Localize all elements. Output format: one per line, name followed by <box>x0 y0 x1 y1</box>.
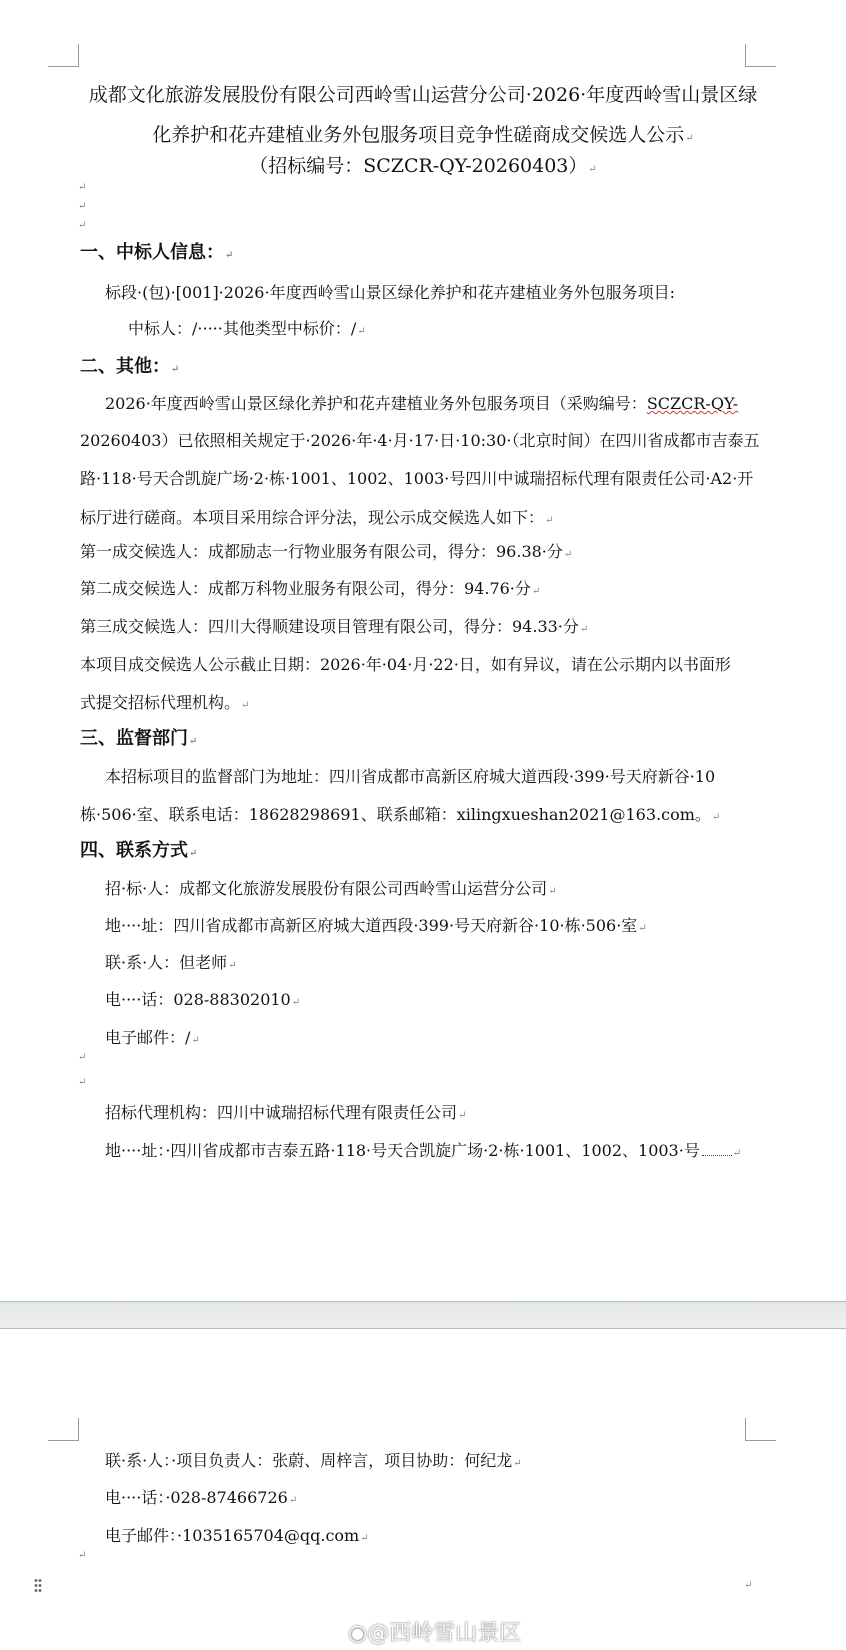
body-text: 标厅进行磋商。本项目采用综合评分法，现公示成交候选人如下： ↵ <box>80 508 553 531</box>
body-text: 2026·年度西岭雪山景区绿化养护和花卉建植业务外包服务项目（采购编号：SCZCR-QY- <box>105 394 739 413</box>
page-break-gap <box>0 1301 846 1329</box>
page-corner-mark <box>745 44 776 67</box>
tenderer-phone: 电····话：028-88302010 ↵ <box>105 990 300 1013</box>
page-corner-mark <box>48 44 79 67</box>
section-heading-supervision: 三、监督部门 ↵ <box>80 729 197 752</box>
weibo-logo-icon: ◉ <box>348 1621 368 1646</box>
doc-title-line: 成都文化旅游发展股份有限公司西岭雪山运营分公司·2026·年度西岭雪山景区绿 <box>88 84 758 106</box>
winner-text: 中标人：/·····其他类型中标价：/ ↵ <box>128 319 366 342</box>
paragraph-mark: ↵ <box>78 201 87 212</box>
candidate-3: 第三成交候选人：四川大得顺建设项目管理有限公司，得分：94.33·分 ↵ <box>80 617 588 640</box>
supervision-text: 本招标项目的监督部门为地址：四川省成都市高新区府城大道西段·399·号天府新谷·10 <box>105 767 716 786</box>
doc-tender-number: （招标编号：SCZCR-QY-20260403） ↵ <box>0 154 846 182</box>
paragraph-mark: ↵ <box>78 1077 87 1088</box>
agency-email: 电子邮件：·1035165704@qq.com ↵ <box>105 1526 369 1549</box>
paragraph-mark: ↵ <box>78 1052 87 1063</box>
page-corner-mark <box>745 1418 776 1441</box>
agency-contact: 联·系·人：·项目负责人：张蔚、周梓言，项目协助：何纪龙 ↵ <box>105 1451 522 1474</box>
tenderer-contact: 联·系·人：但老师 ↵ <box>105 953 237 976</box>
agency-phone: 电····话：·028-87466726 ↵ <box>105 1488 297 1511</box>
section-heading-other: 二、其他： ↵ <box>80 357 179 380</box>
weibo-watermark: ◉@西岭雪山景区 <box>348 1621 522 1646</box>
doc-title-line: 化养护和花卉建植业务外包服务项目竞争性磋商成交候选人公示 ↵ <box>0 123 846 151</box>
candidate-2: 第二成交候选人：成都万科物业服务有限公司，得分：94.76·分 ↵ <box>80 579 540 602</box>
deadline-text: 本项目成交候选人公示截止日期：2026·年·04·月·22·日，如有异议，请在公示期内以书面形 <box>80 655 731 674</box>
body-text: 路·118·号天合凯旋广场·2·栋·1001、1002、1003·号四川中诚瑞招标代理有限责任公司·A2·开 <box>80 469 754 488</box>
tenderer-email: 电子邮件：/ ↵ <box>105 1028 200 1051</box>
deadline-text: 式提交招标代理机构。 ↵ <box>80 693 249 716</box>
section-heading-contact: 四、联系方式 ↵ <box>80 841 197 864</box>
paragraph-mark: ↵ <box>78 1550 87 1561</box>
lot-text: 标段·(包)·[001]·2026·年度西岭雪山景区绿化养护和花卉建植业务外包服务项目: <box>105 283 675 302</box>
tenderer-address: 地····址：四川省成都市高新区府城大道西段·399·号天府新谷·10·栋·506·室 ↵ <box>105 916 647 939</box>
page-corner-mark <box>48 1418 79 1441</box>
section-heading-winner: 一、中标人信息： ↵ <box>80 243 233 266</box>
paragraph-mark: ↵ <box>744 1580 753 1591</box>
agency-address: 地····址：·四川省成都市吉泰五路·118·号天合凯旋广场·2·栋·1001、1002、1003·号 ↵ <box>105 1141 741 1164</box>
supervision-text: 栋·506·室、联系电话：18628298691、联系邮箱：xilingxueshan2021@163.com。 ↵ <box>80 805 720 828</box>
tenderer-name: 招·标·人：成都文化旅游发展股份有限公司西岭雪山运营分公司 ↵ <box>105 879 557 902</box>
drag-handle-icon[interactable] <box>34 1578 42 1594</box>
paragraph-mark: ↵ <box>78 220 87 231</box>
paragraph-mark: ↵ <box>78 182 87 193</box>
body-text: 20260403）已依照相关规定于·2026·年·4·月·17·日·10:30·（北京时间）在四川省成都市吉泰五 <box>80 431 760 450</box>
agency-name: 招标代理机构：四川中诚瑞招标代理有限责任公司 ↵ <box>105 1103 466 1126</box>
candidate-1: 第一成交候选人：成都励志一行物业服务有限公司，得分：96.38·分 ↵ <box>80 542 572 565</box>
